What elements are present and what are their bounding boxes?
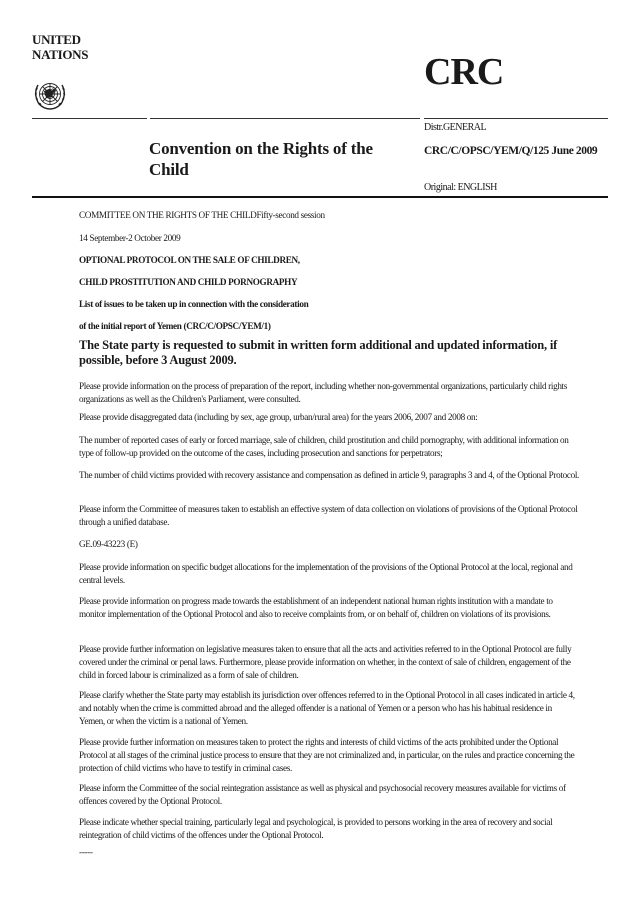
protocol-title-line-2: CHILD PROSTITUTION AND CHILD PORNOGRAPHY: [79, 277, 298, 287]
paragraph: Please provide information on progress made towards the establishment of an independent national human rights institution with a mandate to monitor implementation of the Optional Protocol and also to receive complaints from, or on behalf of, children on violations of its provisions.: [79, 596, 553, 619]
session-dates: 14 September-2 October 2009: [79, 233, 181, 243]
organization-line-2: NATIONS: [32, 47, 89, 62]
convention-title: Convention on the Rights of the Child: [149, 139, 373, 179]
organization-line-1: UNITED: [32, 32, 81, 47]
document-symbol: CRC/C/OPSC/YEM/Q/125 June 2009: [424, 145, 598, 157]
request-statement: The State party is requested to submit in written form additional and updated information, if possible, before 3 August 2009.: [79, 338, 558, 367]
paragraph: The number of reported cases of early or forced marriage, sale of children, child prostitution and child pornography, with additional information on type of follow-up provided on the outcome of the cases, including prosecution and sanctions for perpetrators;: [79, 435, 569, 458]
protocol-title-line-1: OPTIONAL PROTOCOL ON THE SALE OF CHILDREN,: [79, 255, 300, 265]
paragraph: Please provide further information on measures taken to protect the rights and interests of child victims of the acts prohibited under the Optional Protocol at all stages of the criminal justice process to ensure that they are not criminalized and, in particular, on the rules and practice concerning the protection of child victims who have to testify in criminal cases.: [79, 737, 575, 773]
paragraph: Please provide information on the process of preparation of the report, including whether non-governmental organizations, particularly child rights organizations as well as the Children's Parliament, were consulted.: [79, 381, 567, 404]
paragraph: The number of child victims provided with recovery assistance and compensation as defined in article 9, paragraphs 3 and 4, of the Optional Protocol.: [79, 470, 579, 480]
un-emblem-icon: [30, 75, 70, 115]
paragraph: Please provide further information on legislative measures taken to ensure that all the acts and activities referred to in the Optional Protocol are fully covered under the criminal or penal laws. Furthermore, please provide information on whether, in the context of sale of children, engagement of the child in forced labour is criminalized as a form of sale of children.: [79, 644, 572, 680]
paragraph: Please provide disaggregated data (including by sex, age group, urban/rural area) for the years 2006, 2007 and 2008 on:: [79, 412, 478, 422]
organization-name: [32, 32, 88, 62]
committee-session: COMMITTEE ON THE RIGHTS OF THE CHILDFifty-second session: [79, 210, 325, 220]
distribution-label: Distr.GENERAL: [424, 122, 487, 133]
document-code: GE.09-43223 (E): [79, 539, 138, 549]
paragraph: Please clarify whether the State party may establish its jurisdiction over offences referred to in the Optional Protocol in all cases indicated in article 4, and notably when the crime is committed abroad and the alleged offender is a national of Yemen or a person who has his habitual residence in Yemen, or when the victim is a national of Yemen.: [79, 690, 575, 726]
paragraph: Please inform the Committee of the social reintegration assistance as well as physical and psychosocial recovery measures available for victims of offences covered by the Optional Protocol.: [79, 783, 566, 806]
original-language: Original: ENGLISH: [424, 182, 497, 193]
header-divider-left: [32, 118, 147, 119]
header-bottom-rule: [32, 196, 608, 198]
header-divider-middle: [150, 118, 420, 119]
end-mark: -----: [79, 847, 93, 857]
paragraph: Please provide information on specific budget allocations for the implementation of the provisions of the Optional Protocol at the local, regional and central levels.: [79, 562, 573, 585]
paragraph: Please inform the Committee of measures taken to establish an effective system of data collection on violations of provisions of the Optional Protocol through a unified database.: [79, 504, 578, 527]
header-divider-right: [424, 118, 608, 119]
list-of-issues-line-1: List of issues to be taken up in connection with the consideration: [79, 299, 309, 309]
list-of-issues-line-2: of the initial report of Yemen (CRC/C/OPSC/YEM/1): [79, 321, 271, 331]
document-series: CRC: [424, 51, 504, 93]
paragraph: Please indicate whether special training, particularly legal and psychological, is provided to persons working in the area of recovery and social reintegration of child victims of the offences under the Optional Protocol.: [79, 817, 553, 840]
